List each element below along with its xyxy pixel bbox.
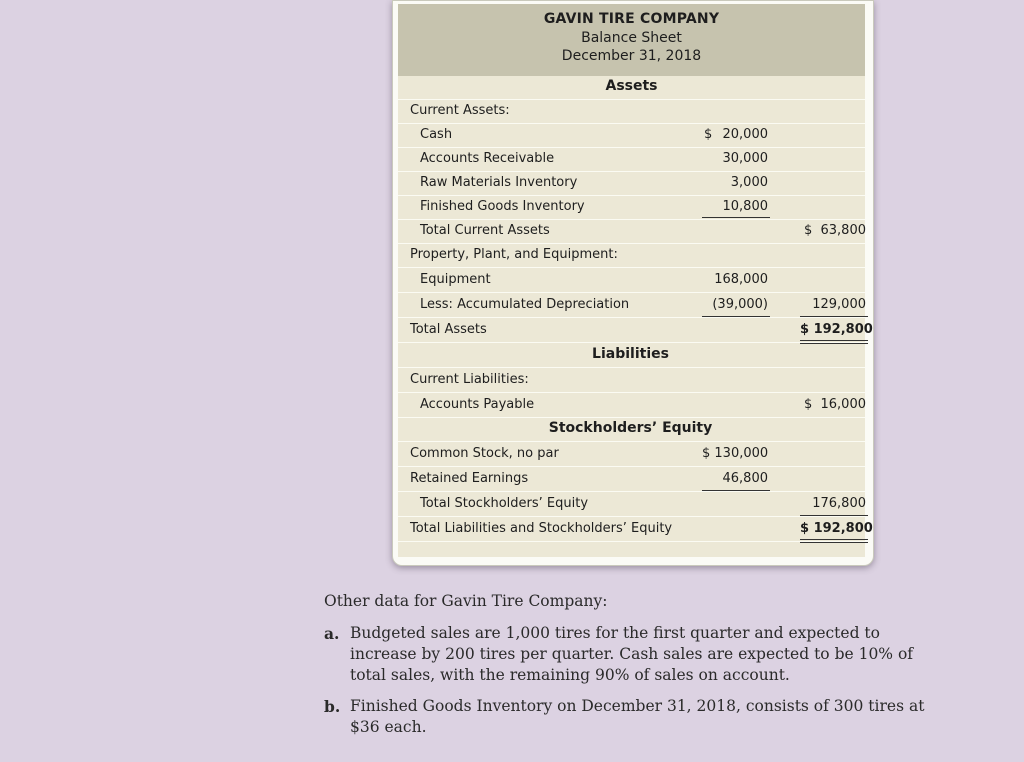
table-row bbox=[398, 100, 865, 124]
finished-goods-value: 10,800 bbox=[722, 199, 768, 214]
dollar-sign: $ bbox=[704, 127, 713, 142]
table-row bbox=[398, 493, 865, 517]
equity-heading: Stockholders’ Equity bbox=[548, 420, 713, 436]
total-equity-value: 176,800 bbox=[812, 496, 866, 511]
table-row bbox=[398, 443, 865, 467]
total-liabilities-equity-value: $ 192,800 bbox=[800, 521, 873, 536]
dollar-sign: $ bbox=[804, 223, 813, 238]
current-assets-label: Current Assets: bbox=[410, 103, 510, 118]
table-row bbox=[398, 124, 865, 148]
item-marker: a. bbox=[324, 624, 340, 643]
balance-sheet-table bbox=[398, 4, 873, 557]
item-marker: b. bbox=[324, 697, 341, 716]
liabilities-heading-row bbox=[398, 344, 865, 368]
accumulated-depreciation-label: Less: Accumulated Depreciation bbox=[420, 297, 630, 312]
accounts-payable-label: Accounts Payable bbox=[420, 397, 535, 412]
statement-date: December 31, 2018 bbox=[561, 48, 702, 64]
table-row bbox=[398, 196, 865, 220]
table-row bbox=[398, 244, 865, 268]
subtotal-underline bbox=[702, 316, 770, 317]
ppe-label: Property, Plant, and Equipment: bbox=[410, 247, 618, 262]
finished-goods-label: Finished Goods Inventory bbox=[420, 199, 585, 214]
cash-value: 20,000 bbox=[722, 127, 768, 142]
total-assets-value: $ 192,800 bbox=[800, 322, 873, 337]
accounts-receivable-value: 30,000 bbox=[722, 151, 768, 166]
equipment-label: Equipment bbox=[420, 272, 491, 287]
subtotal-underline bbox=[702, 217, 770, 218]
subtotal-underline bbox=[800, 515, 868, 516]
table-row bbox=[398, 220, 865, 244]
raw-materials-label: Raw Materials Inventory bbox=[420, 175, 578, 190]
equity-heading-row bbox=[398, 418, 865, 442]
item-text: Budgeted sales are 1,000 tires for the first quarter and expected to increase by 200 tires per quarter. Cash sales are expected to be 10% of total sales, with the remaining 90% of sales on account. bbox=[350, 624, 914, 684]
common-stock-value: $ 130,000 bbox=[702, 446, 769, 461]
accounts-receivable-label: Accounts Receivable bbox=[420, 151, 555, 166]
total-assets-label: Total Assets bbox=[410, 322, 487, 337]
dollar-sign: $ bbox=[804, 397, 813, 412]
item-text: Finished Goods Inventory on December 31, 2018, consists of 300 tires at $36 each. bbox=[350, 697, 925, 736]
accounts-payable-value: 16,000 bbox=[820, 397, 866, 412]
net-ppe-value: 129,000 bbox=[812, 297, 866, 312]
accumulated-depreciation-value: (39,000) bbox=[712, 297, 768, 312]
table-row bbox=[398, 148, 865, 172]
table-row bbox=[398, 269, 865, 293]
equipment-value: 168,000 bbox=[714, 272, 768, 287]
assets-heading-row bbox=[398, 76, 865, 100]
total-liabilities-equity-label: Total Liabilities and Stockholders’ Equity bbox=[410, 521, 673, 536]
statement-title: Balance Sheet bbox=[581, 30, 682, 46]
table-row bbox=[398, 369, 865, 393]
current-liabilities-label: Current Liabilities: bbox=[410, 372, 529, 387]
cash-label: Cash bbox=[420, 127, 453, 142]
statement-header bbox=[398, 4, 865, 76]
retained-earnings-value: 46,800 bbox=[722, 471, 768, 486]
balance-sheet-card bbox=[392, 0, 874, 566]
table-row bbox=[398, 468, 865, 492]
retained-earnings-label: Retained Earnings bbox=[410, 471, 529, 486]
table-row bbox=[398, 518, 873, 542]
common-stock-label: Common Stock, no par bbox=[410, 446, 559, 461]
table-row bbox=[398, 172, 865, 196]
total-equity-label: Total Stockholders’ Equity bbox=[420, 496, 589, 511]
table-row bbox=[398, 294, 865, 318]
total-current-assets-label: Total Current Assets bbox=[420, 223, 550, 238]
company-name: GAVIN TIRE COMPANY bbox=[543, 11, 720, 27]
table-row bbox=[398, 543, 865, 567]
table-row bbox=[398, 319, 873, 343]
liabilities-heading: Liabilities bbox=[592, 346, 669, 362]
other-data-title: Other data for Gavin Tire Company: bbox=[324, 592, 608, 610]
subtotal-underline bbox=[800, 316, 868, 317]
assets-heading: Assets bbox=[605, 78, 658, 94]
subtotal-underline bbox=[702, 490, 770, 491]
total-current-assets-value: 63,800 bbox=[820, 223, 866, 238]
raw-materials-value: 3,000 bbox=[730, 175, 768, 190]
table-row bbox=[398, 394, 865, 418]
